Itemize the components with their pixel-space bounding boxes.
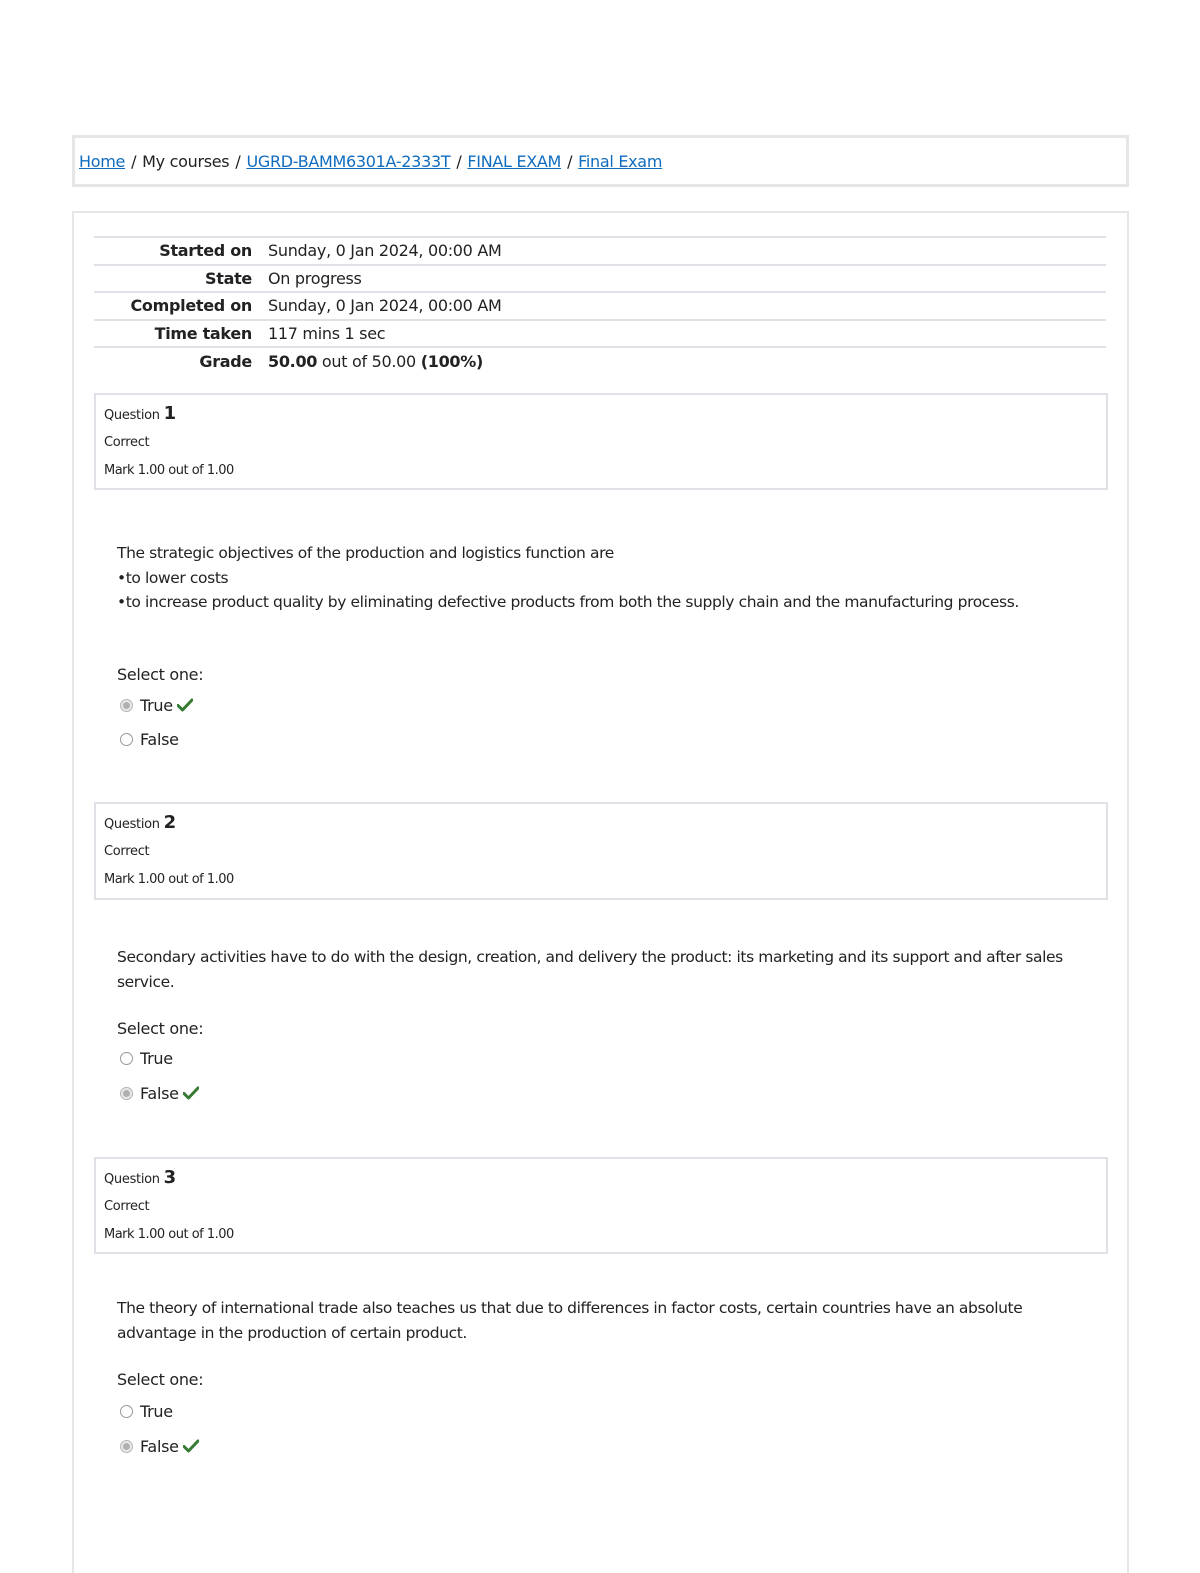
summary-row-grade [94,347,1106,375]
breadcrumb-separator: / [456,152,462,171]
correct-check-icon [183,1086,199,1100]
question-number [104,812,176,833]
summary-label: Started on [94,237,268,265]
grade-out-of: out of 50.00 [321,351,416,371]
summary-label: State [94,265,268,293]
breadcrumb-course-link[interactable]: UGRD-BAMM6301A-2333T [246,152,451,171]
question-text-2: Secondary activities have to do with the design, creation, and delivery the product: its marketing and its support and after sales service. [117,948,1063,991]
summary-value: On progress [268,265,1106,293]
summary-row-started [94,237,1106,265]
summary-label: Grade [94,347,268,375]
breadcrumb-home-link[interactable]: Home [79,152,126,171]
question-text-line: •to increase product quality by eliminating defective products from both the supply chain and the manufacturing process. [117,593,1019,611]
radio-button[interactable] [120,1405,133,1418]
question-prefix: Question [104,817,160,832]
radio-button[interactable] [120,699,133,712]
summary-row-completed [94,292,1106,320]
breadcrumb-my-courses: My courses [142,152,230,171]
q3-option-true[interactable] [120,1400,173,1422]
breadcrumb-quiz-link[interactable]: Final Exam [578,152,663,171]
radio-button[interactable] [120,733,133,746]
breadcrumb-container [72,135,1129,187]
correct-check-icon [183,1439,199,1453]
select-one-label: Select one: [117,665,204,684]
question-text-1 [117,541,1097,615]
breadcrumb-separator: / [131,152,137,171]
option-label: True [140,1048,173,1068]
q3-option-false[interactable] [120,1435,199,1457]
select-one-label: Select one: [117,1370,204,1389]
question-state: Correct [104,844,150,859]
option-label: True [140,695,173,715]
q1-option-true[interactable] [120,694,193,716]
option-label: True [140,1401,173,1421]
summary-label: Time taken [94,320,268,348]
question-mark: Mark 1.00 out of 1.00 [104,463,234,478]
question-state: Correct [104,435,150,450]
summary-value: 117 mins 1 sec [268,320,1106,348]
breadcrumb-separator: / [235,152,241,171]
summary-label: Completed on [94,292,268,320]
option-label: False [140,1436,179,1456]
question-prefix: Question [104,408,160,423]
summary-value: Sunday, 0 Jan 2024, 00:00 AM [268,292,1106,320]
question-prefix: Question [104,1172,160,1187]
grade-score: 50.00 [268,351,318,371]
q2-option-true[interactable] [120,1047,173,1069]
summary-row-time-taken [94,320,1106,348]
breadcrumb-separator: / [567,152,573,171]
option-label: False [140,1083,179,1103]
question-state: Correct [104,1199,150,1214]
question-number [104,403,176,424]
summary-grade-value [268,347,1106,375]
question-mark: Mark 1.00 out of 1.00 [104,872,234,887]
option-label: False [140,729,179,749]
question-text-3: The theory of international trade also teaches us that due to differences in factor costs, certain countries have an absolute advantage in the production of certain product. [117,1299,1023,1342]
question-number-value: 2 [163,812,176,833]
correct-check-icon [177,698,193,712]
question-number-value: 1 [163,403,176,424]
breadcrumb [79,152,662,171]
question-info-3 [94,1157,1108,1254]
radio-button[interactable] [120,1087,133,1100]
question-number [104,1167,176,1188]
q2-option-false[interactable] [120,1082,199,1104]
question-info-2 [94,802,1108,900]
q1-option-false[interactable] [120,728,179,750]
question-number-value: 3 [163,1167,176,1188]
question-mark: Mark 1.00 out of 1.00 [104,1227,234,1242]
grade-percent: (100%) [420,351,483,371]
summary-row-state [94,265,1106,293]
select-one-label: Select one: [117,1019,204,1038]
summary-value: Sunday, 0 Jan 2024, 00:00 AM [268,237,1106,265]
question-text-line: •to lower costs [117,568,229,587]
breadcrumb-section-link[interactable]: FINAL EXAM [467,152,562,171]
question-info-1 [94,393,1108,490]
attempt-summary-table [94,236,1106,375]
radio-button[interactable] [120,1440,133,1453]
question-text-line: The strategic objectives of the production and logistics function are [117,544,614,562]
radio-button[interactable] [120,1052,133,1065]
